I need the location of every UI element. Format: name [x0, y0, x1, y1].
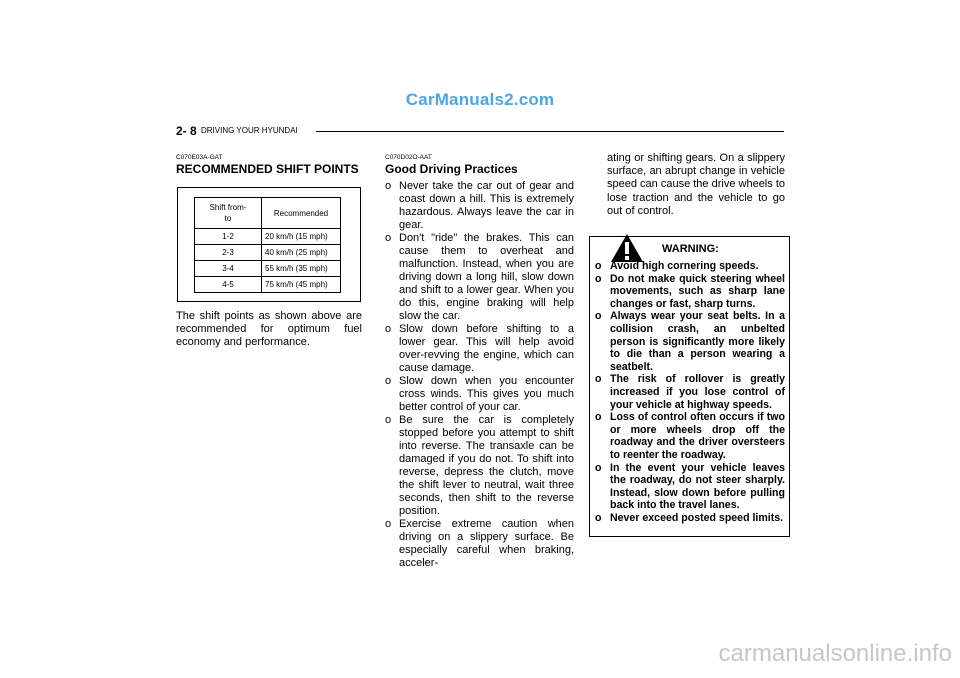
good-driving-list: [385, 180, 574, 570]
shift-points-note: The shift points as shown above are recommended for optimum fuel economy and performance.: [176, 310, 362, 349]
good-driving-code: C070D02O-AAT: [385, 154, 432, 161]
table-cell-shift: 4-5: [195, 277, 262, 293]
watermark-bottom[interactable]: carmanualsonline.info: [718, 640, 952, 667]
list-item: o Do not make quick steering wheel movements, such as sharp lane changes or fast, sharp turns.: [595, 272, 785, 310]
table-cell-speed: 55 km/h (35 mph): [262, 261, 341, 277]
table-row: [195, 261, 341, 277]
table-header-row: [195, 198, 341, 229]
list-item: o The risk of rollover is greatly increased if you lose control of your vehicle at highway speeds.: [595, 373, 785, 411]
table-row: [195, 229, 341, 245]
shift-points-title: RECOMMENDED SHIFT POINTS: [176, 162, 359, 176]
list-item: o Loss of control often occurs if two or more wheels drop off the roadway and the driver oversteers to reenter the roadway.: [595, 411, 785, 461]
warning-title: WARNING:: [662, 243, 719, 255]
good-driving-continuation: ating or shifting gears. On a slippery surface, an abrupt change in vehicle speed can cause the drive wheels to lose traction and the vehicle to go out of control.: [607, 152, 785, 217]
warning-box: [589, 236, 790, 537]
list-item: o Be sure the car is completely stopped before you attempt to shift into reverse. The transaxle can be damaged if you do not. To shift into reverse, depress the clutch, move the shift lever to neutral, wait three seconds, then shift to the reverse position.: [385, 414, 574, 517]
list-item: o Exercise extreme caution when driving on a slippery surface. Be especially careful when braking, acceler-: [385, 518, 574, 569]
table-cell-shift: 1-2: [195, 229, 262, 245]
list-item: o Don't "ride" the brakes. This can cause them to overheat and malfunction. Instead, when you are driving down a long hill, slow down and shift to a lower gear. When you do this, engine braking will help slow the car.: [385, 232, 574, 322]
table-cell-shift: 3-4: [195, 261, 262, 277]
list-item: o Slow down when you encounter cross winds. This gives you much better control of your car.: [385, 375, 574, 413]
table-cell-speed: 40 km/h (25 mph): [262, 245, 341, 261]
shift-points-box: [177, 187, 361, 302]
list-item: o Avoid high cornering speeds.: [595, 260, 759, 272]
warning-triangle-icon: [610, 233, 644, 263]
table-cell-speed: 20 km/h (15 mph): [262, 229, 341, 245]
table-cell-speed: 75 km/h (45 mph): [262, 277, 341, 293]
watermark-top[interactable]: CarManuals2.com: [405, 90, 555, 109]
section-title: DRIVING YOUR HYUNDAI: [201, 126, 298, 135]
header-rule: [316, 131, 784, 132]
list-item: o Never exceed posted speed limits.: [595, 511, 784, 524]
table-header-recommended: Recommended: [262, 198, 341, 229]
table-row: [195, 277, 341, 293]
list-item: o Slow down before shifting to a lower gear. This will help avoid over-revving the engine, which can cause damage.: [385, 323, 574, 374]
table-header-shift: Shift from-to: [195, 198, 262, 229]
good-driving-title: Good Driving Practices: [385, 162, 518, 176]
table-cell-shift: 2-3: [195, 245, 262, 261]
list-item: o Never take the car out of gear and coast down a hill. This is extremely hazardous. Always leave the car in gear.: [385, 180, 574, 231]
list-item: o Always wear your seat belts. In a collision crash, an unbelted person is significantly more likely to die than a person wearing a seatbelt.: [595, 310, 785, 373]
shift-points-code: C070E03A-GAT: [176, 154, 223, 161]
table-row: [195, 245, 341, 261]
warning-list: [595, 260, 785, 524]
page-number: 2- 8: [176, 124, 197, 138]
shift-points-table: [194, 197, 341, 293]
list-item: o In the event your vehicle leaves the roadway, do not steer sharply. Instead, slow down before pulling back into the travel lanes.: [595, 461, 785, 512]
